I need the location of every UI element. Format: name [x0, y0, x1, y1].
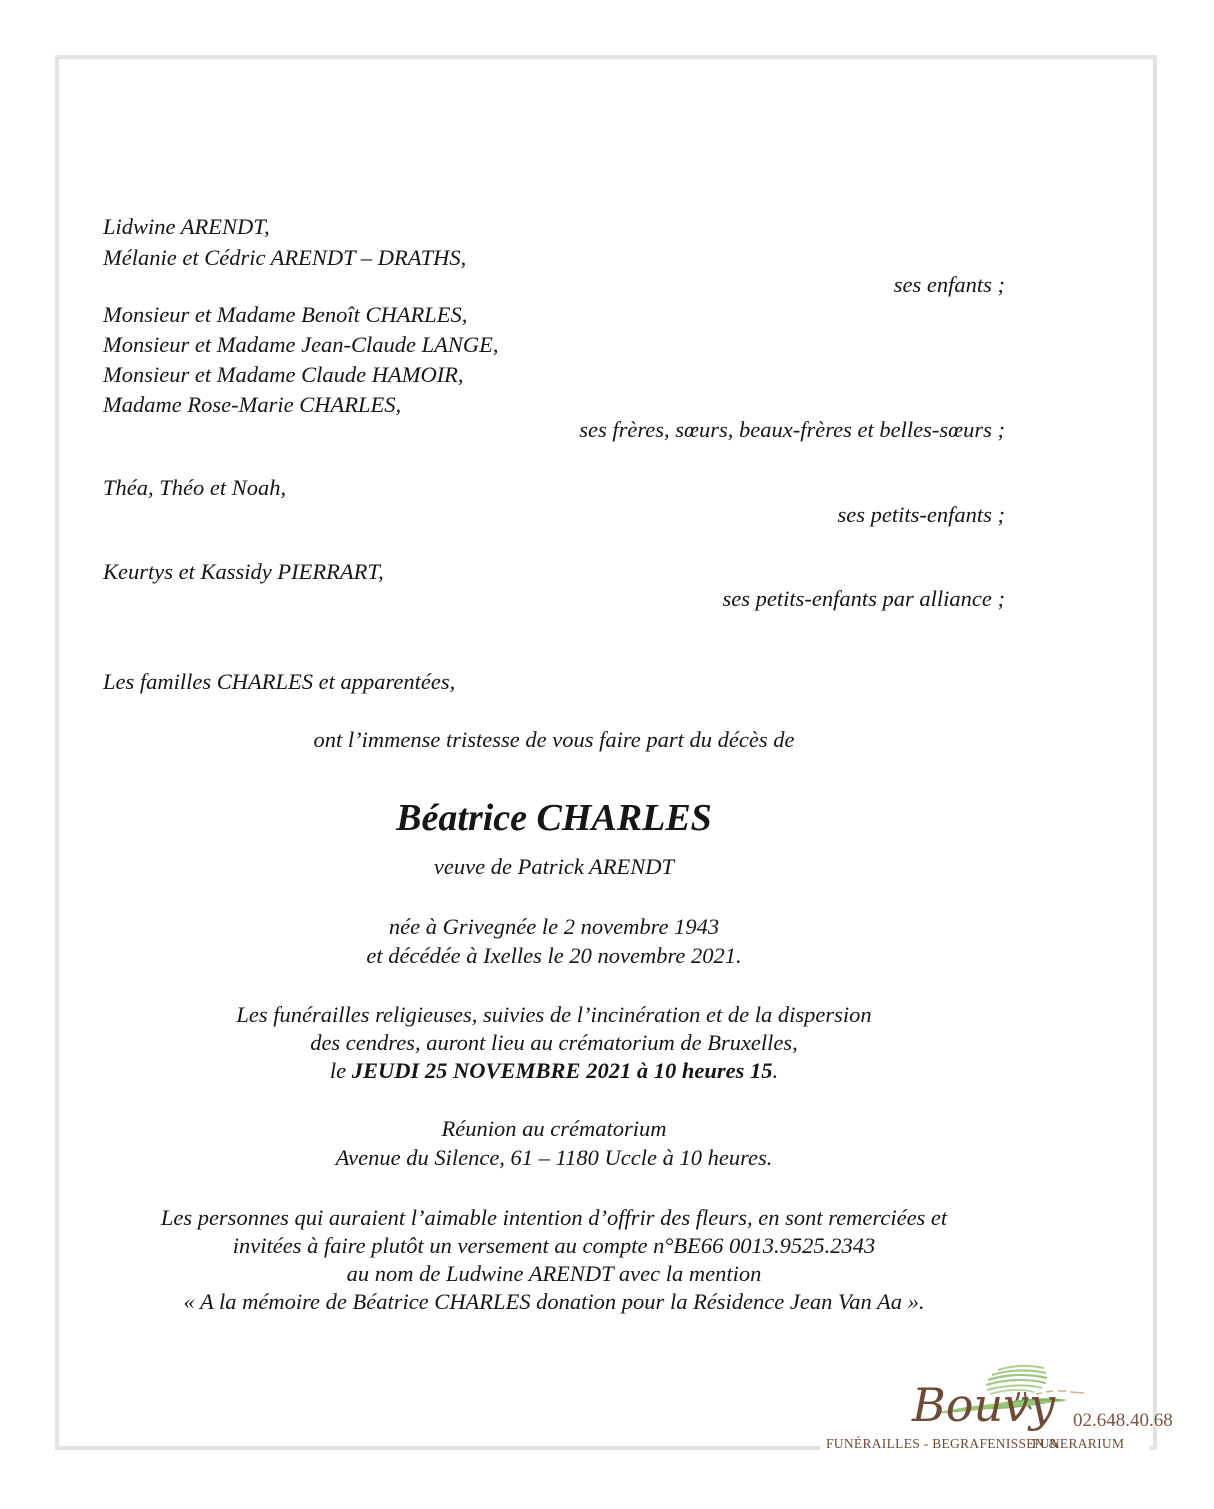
grandchildren-label: ses petits-enfants ; [837, 502, 1005, 527]
flowers-line-4: « A la mémoire de Béatrice CHARLES donation pour la Résidence Jean Van Aa ». [183, 1289, 925, 1314]
announcement-content [103, 0, 1005, 1509]
birth-death-block [103, 912, 1005, 970]
funeral-home-logo [820, 1358, 1173, 1454]
funeral-date-suffix: . [772, 1058, 779, 1083]
alliance-grandchildren-names [103, 557, 1005, 587]
intro-line: ont l’immense tristesse de vous faire part du décès de [313, 727, 795, 752]
name-line: Monsieur et Madame Jean-Claude LANGE, [103, 332, 499, 357]
siblings-names [103, 300, 1005, 420]
funeral-block [103, 1001, 1005, 1085]
children-names [103, 211, 1005, 273]
name-line: Lidwine ARENDT, [103, 214, 270, 239]
flowers-line-1: Les personnes qui auraient l’aimable intention d’offrir des fleurs, en sont remerciées et [160, 1205, 948, 1230]
death-line: et décédée à Ixelles le 20 novembre 2021. [366, 943, 742, 968]
relation-line: veuve de Patrick ARENDT [433, 854, 675, 879]
siblings-label: ses frères, sœurs, beaux-frères et belles-sœurs ; [579, 417, 1005, 442]
name-line: Théa, Théo et Noah, [103, 475, 287, 500]
name-line: Keurtys et Kassidy PIERRART, [103, 559, 384, 584]
tagline-right: FUNERARIUM [1032, 1436, 1125, 1451]
funeral-date-prefix: le [329, 1058, 352, 1083]
funeral-line-1: Les funérailles religieuses, suivies de l’incinération et de la dispersion [236, 1002, 872, 1027]
name-line: Monsieur et Madame Benoît CHARLES, [103, 302, 468, 327]
name-line: Monsieur et Madame Claude HAMOIR, [103, 362, 464, 387]
funeral-line-3 [103, 1057, 1005, 1085]
birth-line: née à Grivegnée le 2 novembre 1943 [388, 914, 720, 939]
reunion-line-1: Réunion au crématorium [441, 1116, 667, 1141]
flowers-block [103, 1204, 1005, 1316]
name-line: Madame Rose-Marie CHARLES, [103, 392, 402, 417]
funeral-date-bold: JEUDI 25 NOVEMBRE 2021 à 10 heures 15 [351, 1058, 773, 1083]
families-line: Les familles CHARLES et apparentées, [103, 669, 456, 694]
phone-number: 02.648.40.68 [1073, 1410, 1173, 1431]
flowers-line-2: invitées à faire plutôt un versement au compte n°BE66 0013.9525.2343 [232, 1233, 876, 1258]
funeral-line-2: des cendres, auront lieu au crématorium de Bruxelles, [310, 1030, 798, 1055]
name-line: Mélanie et Cédric ARENDT – DRATHS, [103, 245, 467, 270]
deceased-name: Béatrice CHARLES [396, 797, 712, 839]
alliance-grandchildren-label: ses petits-enfants par alliance ; [722, 586, 1005, 611]
grandchildren-names [103, 473, 1005, 503]
brand-name: Bouvy [912, 1378, 1056, 1432]
flowers-line-3: au nom de Ludwine ARENDT avec la mention [346, 1261, 762, 1286]
reunion-line-2: Avenue du Silence, 61 – 1180 Uccle à 10 heures. [335, 1145, 773, 1170]
reunion-block [103, 1114, 1005, 1172]
children-label: ses enfants ; [893, 272, 1005, 297]
tagline-left: FUNÉRAILLES - BEGRAFENISSEN & [826, 1436, 1060, 1451]
